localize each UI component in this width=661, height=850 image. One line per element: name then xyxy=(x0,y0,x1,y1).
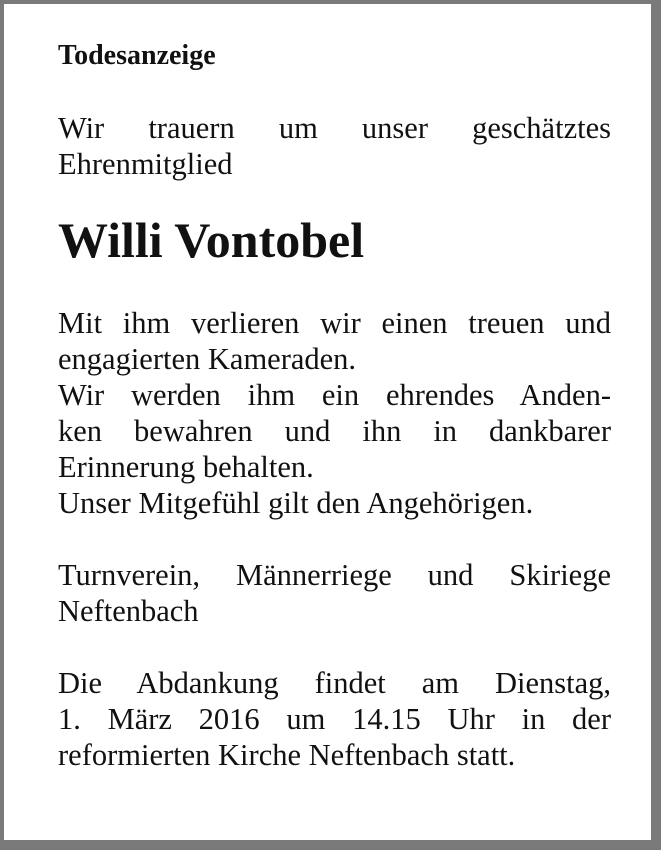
message-line-6: Unser Mitgefühl gilt den Angehörigen. xyxy=(58,486,534,520)
message-line-2: engagierten Kameraden. xyxy=(58,342,357,376)
deceased-name: Willi Vontobel xyxy=(58,212,365,268)
spacer xyxy=(58,268,611,305)
notice-heading: Todesanzeige xyxy=(58,40,216,71)
service-line-3: reformierten Kirche Neftenbach statt. xyxy=(58,738,516,772)
spacer xyxy=(58,74,611,110)
signatory-line-2: Neftenbach xyxy=(58,594,199,628)
message-line-4: ken bewahren und ihn in dankbarer xyxy=(58,414,611,448)
signatory-line-1: Turnverein, Männerriege und Skiriege xyxy=(58,558,611,592)
spacer xyxy=(58,629,611,665)
spacer xyxy=(58,521,611,557)
service-line-2: 1. März 2016 um 14.15 Uhr in der xyxy=(58,702,611,736)
intro-line-1: Wir trauern um unser geschätztes xyxy=(58,111,611,145)
message-line-3: Wir werden ihm ein ehrendes Anden- xyxy=(58,378,611,412)
intro-line-2: Ehrenmitglied xyxy=(58,147,233,181)
spacer xyxy=(58,182,611,212)
message-line-1: Mit ihm verlieren wir einen treuen und xyxy=(58,306,611,340)
message-line-5: Erinnerung behalten. xyxy=(58,450,314,484)
service-line-1: Die Abdankung findet am Dienstag, xyxy=(58,666,611,700)
notice-content xyxy=(58,38,611,773)
